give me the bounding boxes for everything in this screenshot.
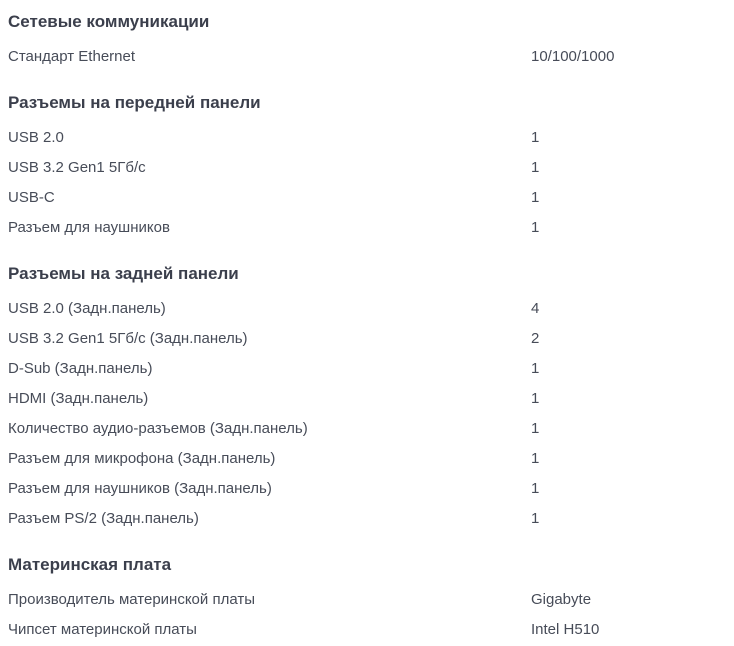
- section-title: Разъемы на передней панели: [8, 93, 261, 112]
- spec-value: 1: [531, 509, 540, 527]
- spec-label: D-Sub (Задн.панель): [8, 359, 153, 377]
- spec-row: [8, 614, 734, 644]
- spec-label: Количество аудио-разъемов (Задн.панель): [8, 419, 308, 437]
- spec-label: HDMI (Задн.панель): [8, 389, 149, 407]
- spec-row: [8, 473, 734, 503]
- spec-label: Стандарт Ethernet: [8, 47, 136, 65]
- section-front-panel: [8, 71, 734, 242]
- spec-row: [8, 443, 734, 473]
- spec-row: [8, 293, 734, 323]
- spec-row: [8, 152, 734, 182]
- spec-row: [8, 413, 734, 443]
- section-rear-panel: [8, 242, 734, 533]
- spec-label: Разъем для микрофона (Задн.панель): [8, 449, 276, 467]
- spec-value: Gigabyte: [531, 590, 592, 608]
- spec-value: 1: [531, 218, 540, 236]
- spec-value: 1: [531, 449, 540, 467]
- spec-value: 4: [531, 299, 540, 317]
- spec-row: [8, 182, 734, 212]
- spec-label: USB 3.2 Gen1 5Гб/с (Задн.панель): [8, 329, 248, 347]
- section-network: [8, 0, 734, 71]
- spec-value: 1: [531, 419, 540, 437]
- spec-row: [8, 383, 734, 413]
- spec-value: 2: [531, 329, 540, 347]
- spec-value: Intel H510: [531, 620, 600, 638]
- section-motherboard: [8, 533, 734, 644]
- spec-row: [8, 584, 734, 614]
- spec-row: [8, 212, 734, 242]
- spec-value: 1: [531, 158, 540, 176]
- spec-label: Чипсет материнской платы: [8, 620, 197, 638]
- spec-value: 1: [531, 359, 540, 377]
- spec-row: [8, 353, 734, 383]
- spec-label: Разъем для наушников (Задн.панель): [8, 479, 272, 497]
- section-title: Материнская плата: [8, 555, 172, 574]
- spec-row: [8, 122, 734, 152]
- spec-row: [8, 323, 734, 353]
- spec-label: USB 2.0: [8, 128, 64, 146]
- spec-label: Производитель материнской платы: [8, 590, 255, 608]
- spec-label: USB 3.2 Gen1 5Гб/с: [8, 158, 146, 176]
- spec-label: Разъем для наушников: [8, 218, 170, 236]
- spec-value: 10/100/1000: [531, 47, 615, 65]
- spec-row: [8, 503, 734, 533]
- spec-value: 1: [531, 389, 540, 407]
- spec-label: USB 2.0 (Задн.панель): [8, 299, 166, 317]
- spec-value: 1: [531, 479, 540, 497]
- section-title: Разъемы на задней панели: [8, 264, 239, 283]
- spec-label: USB-C: [8, 188, 55, 206]
- section-title: Сетевые коммуникации: [8, 12, 210, 31]
- spec-value: 1: [531, 188, 540, 206]
- spec-value: 1: [531, 128, 540, 146]
- spec-row: [8, 41, 734, 71]
- spec-label: Разъем PS/2 (Задн.панель): [8, 509, 199, 527]
